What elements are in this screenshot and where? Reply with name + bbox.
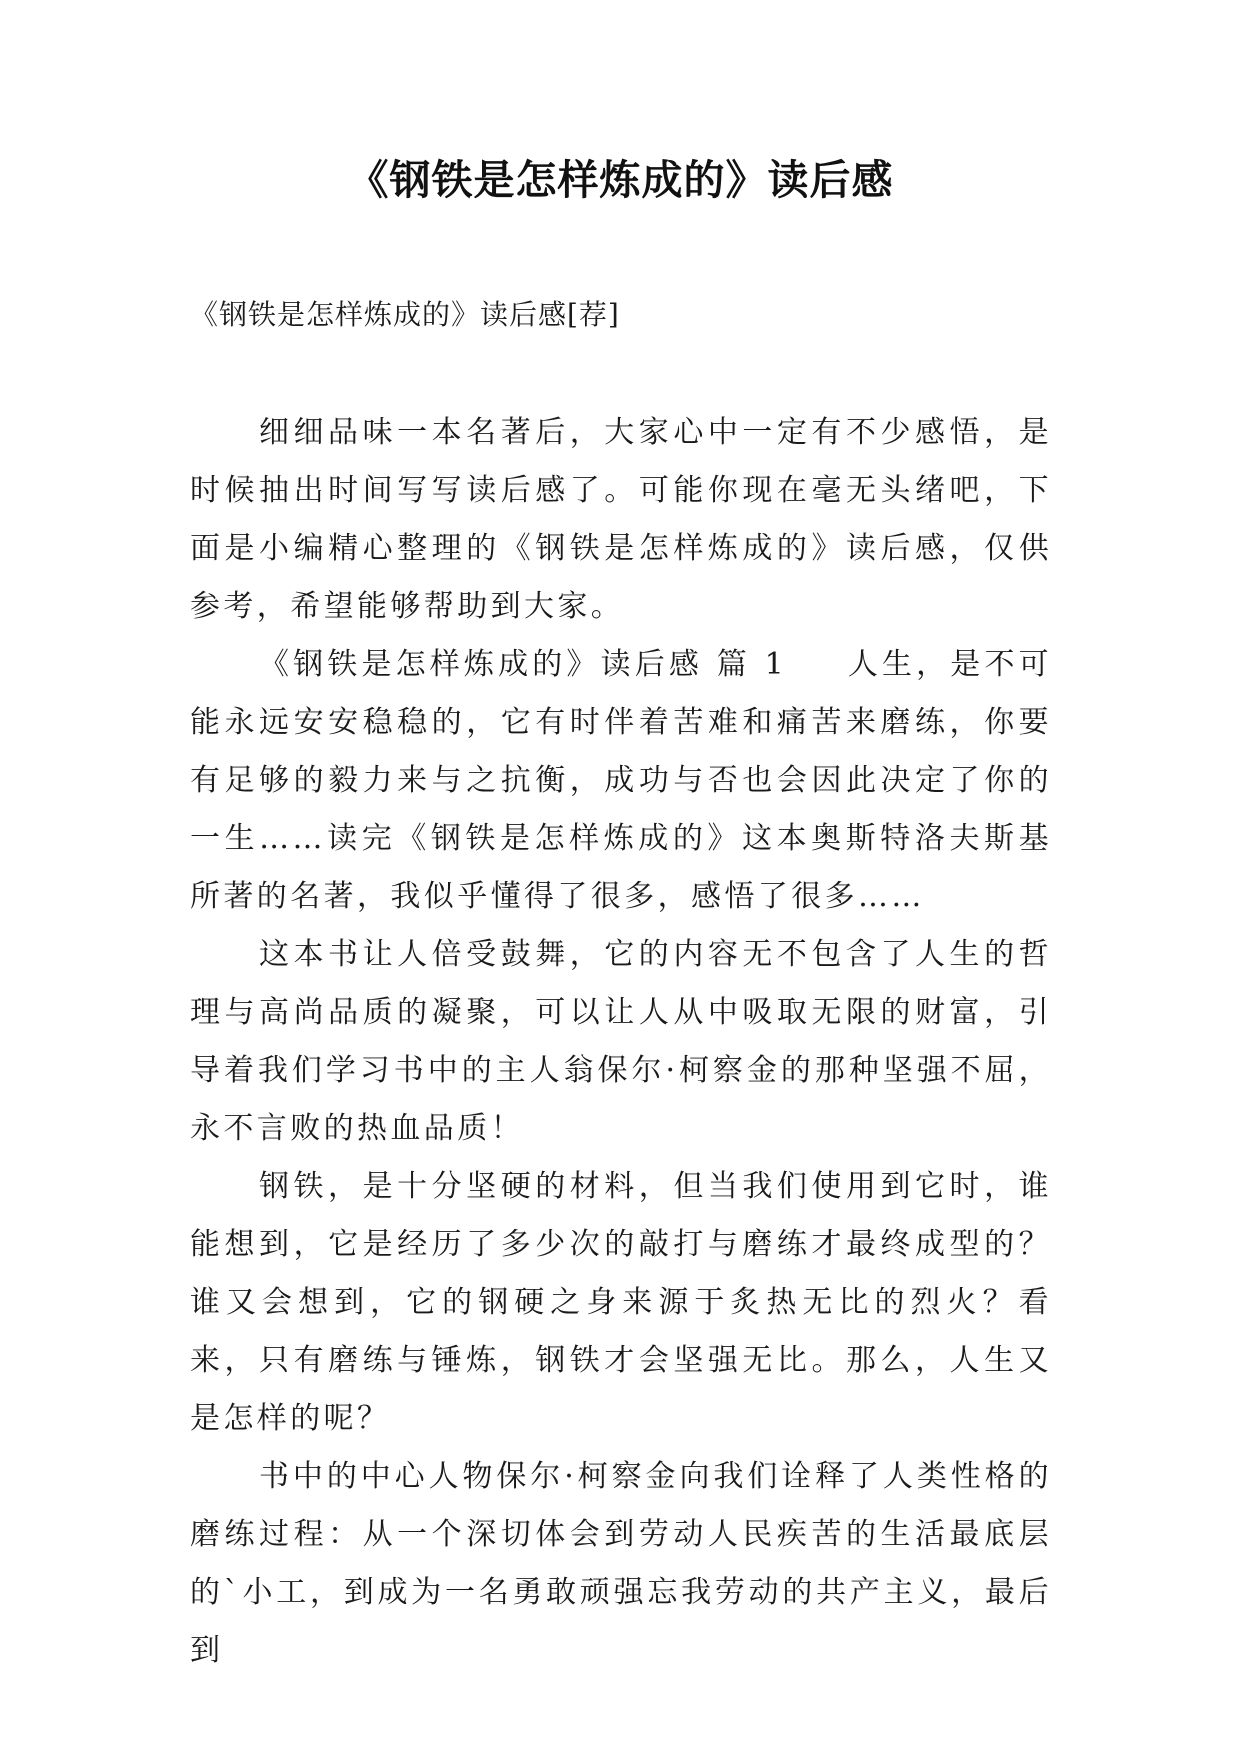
paragraph-4: 书中的中心人物保尔·柯察金向我们诠释了人类性格的磨练过程：从一个深切体会到劳动人民疾苦的生活最底层的`小工，到成为一名勇敢顽强忘我劳动的共产主义，最后到 [190, 1459, 1052, 1668]
section-1-paragraph [190, 636, 1052, 926]
document-body [190, 404, 1052, 1680]
section-1-heading: 《钢铁是怎样炼成的》读后感 篇 1 [259, 647, 788, 682]
document-subtitle: 《钢铁是怎样炼成的》读后感[荐] [190, 298, 620, 331]
section-1-text: 人生，是不可能永远安安稳稳的，它有时伴着苦难和痛苦来磨练，你要有足够的毅力来与之抗衡，成功与否也会因此决定了你的一生……读完《钢铁是怎样炼成的》这本奥斯特洛夫斯基所著的名著，我似乎懂得了很多，感悟了很多…… [190, 647, 1052, 914]
document-title: 《钢铁是怎样炼成的》读后感 [347, 156, 894, 204]
intro-paragraph: 细细品味一本名著后，大家心中一定有不少感悟，是时候抽出时间写写读后感了。可能你现在毫无头绪吧，下面是小编精心整理的《钢铁是怎样炼成的》读后感，仅供参考，希望能够帮助到大家。 [190, 415, 1052, 624]
paragraph-3: 钢铁，是十分坚硬的材料，但当我们使用到它时，谁能想到，它是经历了多少次的敲打与磨练才最终成型的？谁又会想到，它的钢硬之身来源于炙热无比的烈火？看来，只有磨练与锤炼，钢铁才会坚强无比。那么，人生又是怎样的呢？ [190, 1169, 1052, 1436]
paragraph-2: 这本书让人倍受鼓舞，它的内容无不包含了人生的哲理与高尚品质的凝聚，可以让人从中吸取无限的财富，引导着我们学习书中的主人翁保尔·柯察金的那种坚强不屈，永不言败的热血品质！ [190, 937, 1052, 1146]
